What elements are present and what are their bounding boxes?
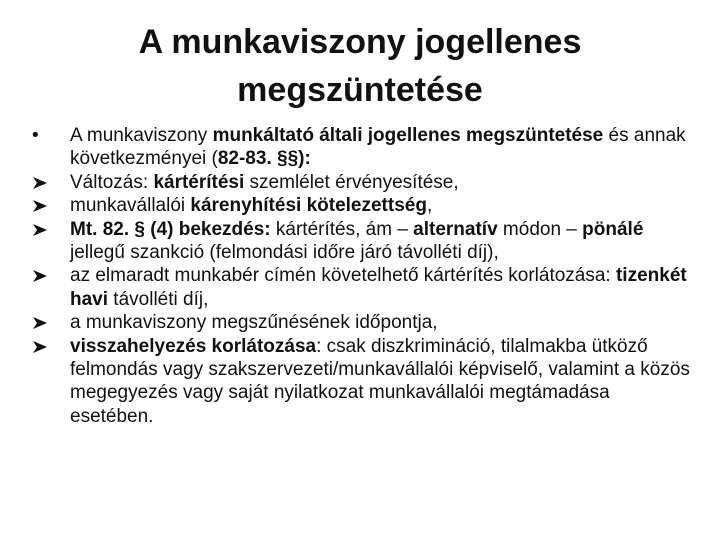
arrow-bullet-icon	[32, 264, 56, 289]
intro-bullet: • A munkaviszony munkáltató általi jogellenes megszüntetése és annak következményei (82-83. §§):	[32, 125, 686, 170]
list-item-reinstatement: visszahelyezés korlátozása: csak diszkrimináció, tilalmakba ütköző felmondás vagy szakszervezeti/munkavállalói képviselő, valamint a közös megegyezés vagy saját nyilatkozat munkavállalói megtámadása esetében.	[32, 335, 694, 429]
title-line-1: A munkaviszony jogellenes	[138, 23, 582, 61]
arrow-bullet-icon	[32, 171, 56, 196]
arrow-bullet-icon	[32, 311, 56, 336]
title-line-2: megszüntetése	[237, 71, 483, 109]
bullet-dot-icon: •	[32, 125, 39, 146]
bullet-list	[32, 124, 694, 428]
list-item-section-82-4: Mt. 82. § (4) bekezdés: kártérítés, ám – alternatív módon – pönálé jellegű szankció (felmondási időre járó távolléti díj),	[32, 218, 694, 265]
arrow-bullet-icon	[32, 335, 56, 360]
arrow-bullet-icon	[32, 194, 56, 219]
list-item-mitigation: munkavállalói kárenyhítési kötelezettség,	[32, 194, 694, 217]
list-item-termination-date: a munkaviszony megszűnésének időpontja,	[32, 311, 694, 334]
list-item-lost-wages: az elmaradt munkabér címén követelhető kártérítés korlátozása: tizenkét havi távolléti díj,	[32, 264, 694, 311]
arrow-bullet-icon	[32, 218, 56, 243]
slide-title	[40, 18, 680, 114]
list-item-change: Változás: kártérítési szemlélet érvényesítése,	[32, 171, 694, 194]
